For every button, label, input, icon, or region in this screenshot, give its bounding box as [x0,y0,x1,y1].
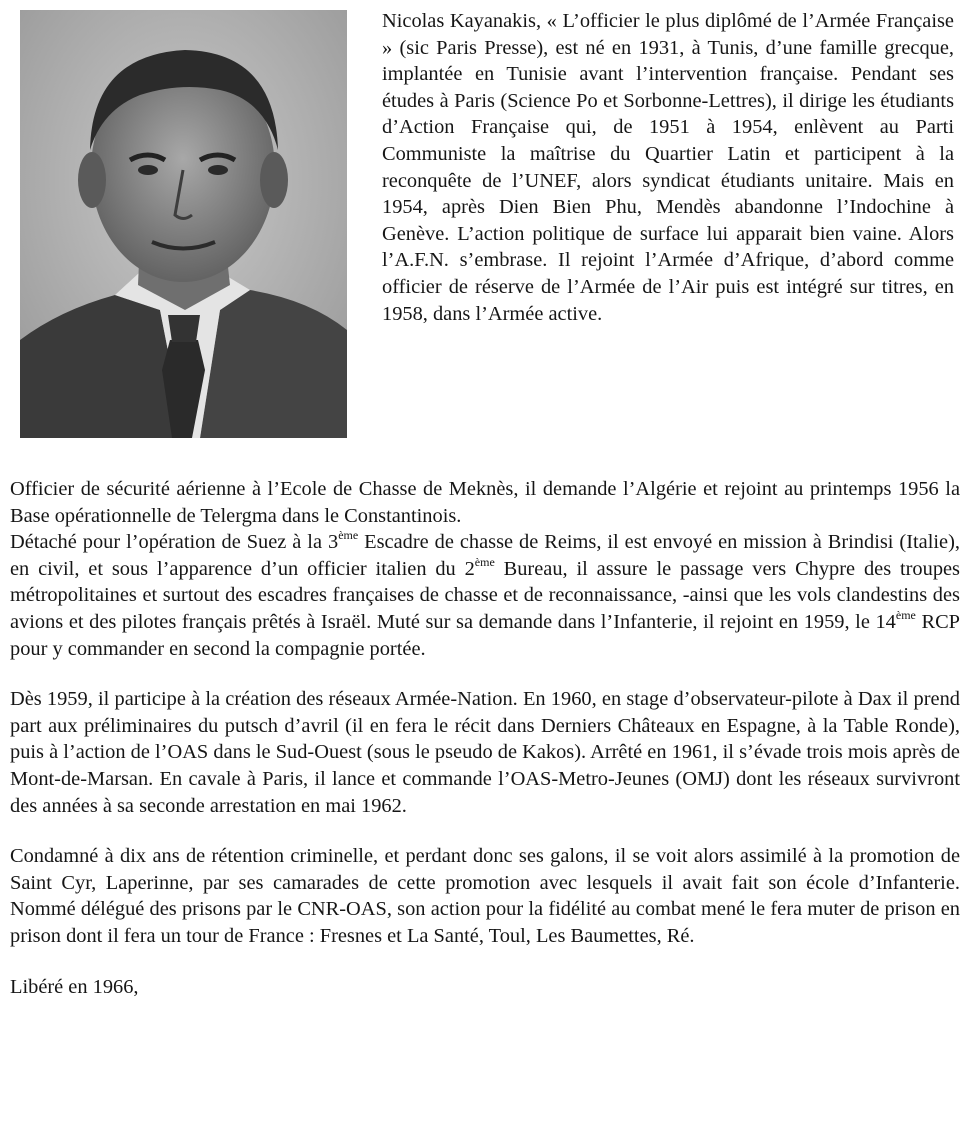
paragraph-condamne: Condamné à dix ans de rétention criminelle, et perdant donc ses galons, il se voit alors assimilé à la promotion de Saint Cyr, Laperinne, par ses camarades de cette promotion avec lesquels il avait fait son école d’Infanterie. Nommé délégué des prisons par le CNR-OAS, son action pour la fidélité au combat mené le fera muter de prison en prison dont il fera un tour de France : Fresnes et La Santé, Toul, Les Baumettes, Ré. [10,845,960,947]
portrait-icon [20,10,347,438]
portrait-photo [20,10,347,438]
paragraph-meknes: Officier de sécurité aérienne à l’Ecole de Chasse de Meknès, il demande l’Algérie et rejoint au printemps 1956 la Base opérationnelle de Telergma dans le Constantinois. [10,478,960,527]
paragraph-suez-part-b: Escadre de chasse de Reims, il est envoyé en mission à Brindisi (Italie), en civil, et sous l’apparence d’un officier italien du 2 [10,531,960,580]
intro-paragraph: Nicolas Kayanakis, « L’officier le plus diplômé de l’Armée Française » (sic Paris Presse), est né en 1931, à Tunis, d’une famille grecque, implantée en Tunisie avant l’intervention française. Pendant ses études à Paris (Science Po et Sorbonne-Lettres), il dirige les étudiants d’Action Française qui, de 1951 à 1954, enlèvent au Parti Communiste la maîtrise du Quartier Latin et participent à la reconquête de l’UNEF, alors syndicat étudiants unitaire. Mais en 1954, après Dien Bien Phu, Mendès abandonne l’Indochine à Genève. L’action politique de surface lui apparait bien vaine. Alors l’A.F.N. s’embrase. Il rejoint l’Armée d’Afrique, d’abord comme officier de réserve de l’Armée de l’Air puis est intégré sur titres, en 1958, dans l’Armée active. [382,10,954,325]
superscript-ordinal: ème [338,528,359,543]
paragraph-suez-part-d: RCP pour y commander en second la compagnie portée. [10,610,961,660]
paragraph-libere: Libéré en 1966, [10,975,139,998]
paragraph-suez-part-a: Détaché pour l’opération de Suez à la 3 [10,531,339,554]
paragraph-suez [10,529,960,662]
superscript-ordinal: ème [474,554,495,569]
paragraph-suez-part-c: Bureau, il assure le passage vers Chypre des troupes métropolitaines et surtout des escadres françaises de chasse et de reconnaissance, -ainsi que les vols clandestins des avions et des pilotes français prêtés à Israël. Muté sur sa demande dans l’Infanterie, il rejoint en 1959, le 14 [10,557,960,633]
paragraph-armee-nation: Dès 1959, il participe à la création des réseaux Armée-Nation. En 1960, en stage d’observateur-pilote à Dax il prend part aux préliminaires du putsch d’avril (il en fera le récit dans Derniers Châteaux en Espagne, à la Table Ronde), puis à l’action de l’OAS dans le Sud-Ouest (sous le pseudo de Kakos). Arrêté en 1961, il s’évade trois mois après de Mont-de-Marsan. En cavale à Paris, il lance et commande l’OAS-Metro-Jeunes (OMJ) dont les réseaux survivront des années à sa seconde arrestation en mai 1962. [10,688,960,817]
superscript-ordinal: ème [895,608,916,623]
body-text [10,476,960,1000]
